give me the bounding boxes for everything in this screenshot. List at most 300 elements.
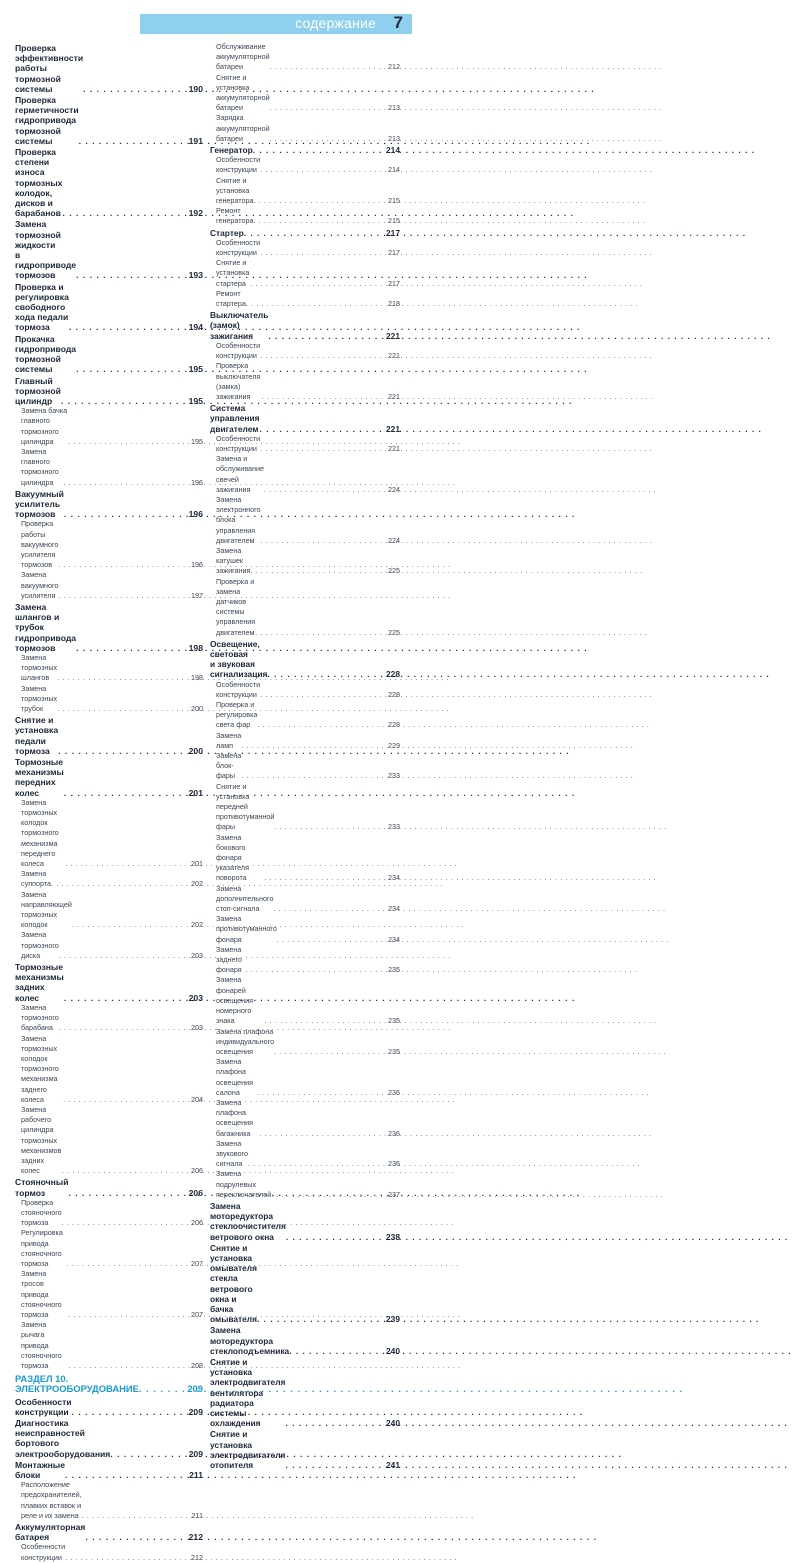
dot-leader (265, 1016, 388, 1026)
toc-subentry[interactable] (210, 73, 400, 114)
toc-page-number: 207 (191, 1258, 203, 1268)
toc-page-number: 233 (388, 822, 400, 832)
toc-page-number: 229 (388, 740, 400, 750)
toc-subentry[interactable] (210, 42, 400, 73)
toc-page-number: 240 (386, 1418, 400, 1429)
dot-leader (51, 879, 191, 889)
toc-subentry[interactable] (15, 1542, 203, 1562)
toc-subentry[interactable] (210, 1027, 400, 1058)
toc-subentry[interactable] (210, 884, 400, 915)
toc-subentry[interactable] (210, 206, 400, 226)
dot-leader (289, 1346, 386, 1356)
toc-entry[interactable] (15, 602, 203, 653)
toc-entry-title: Система управления двигателем (210, 403, 262, 434)
toc-entry-title: Ремонт генератора (216, 206, 254, 226)
toc-entry-title: Особенности конструкции (21, 1542, 68, 1562)
toc-page-number: 241 (386, 1460, 400, 1471)
toc-subentry[interactable] (15, 1228, 203, 1269)
toc-entry-title: Аккумуляторная батарея (15, 1522, 88, 1543)
toc-page-number: 221 (386, 330, 400, 341)
dot-leader (257, 1088, 388, 1098)
toc-page-number: 200 (191, 704, 203, 713)
dot-leader (241, 741, 388, 751)
toc-entry-title: Замена бокового фонаря указателя поворота (216, 832, 252, 883)
toc-entry-title: Замена тормозных колодок тормозного механизма заднего колеса (21, 1033, 59, 1104)
toc-page-number: 228 (388, 720, 400, 730)
toc-subentry[interactable] (15, 1198, 203, 1229)
toc-entry[interactable] (210, 1357, 400, 1428)
toc-subentry[interactable] (210, 546, 400, 577)
toc-page-number: 237 (388, 1189, 400, 1199)
toc-entry-title: Проверка и замена датчиков системы управления двигателем (216, 576, 256, 637)
toc-entry-title: Замена тормозного диска (21, 930, 61, 960)
dot-leader (68, 1188, 188, 1198)
toc-page-number: 202 (191, 920, 203, 930)
toc-page-number: 239 (386, 1314, 400, 1325)
toc-entry[interactable] (210, 1243, 400, 1325)
toc-subentry[interactable] (210, 1169, 400, 1200)
dot-leader (76, 364, 189, 374)
toc-page-number: 224 (388, 535, 400, 545)
dot-leader (64, 509, 189, 519)
toc-entry-title: Замена моторедуктора стеклоподъемника (210, 1325, 290, 1356)
toc-entry-title: Замена плафона освещения салона (216, 1057, 256, 1097)
toc-subentry[interactable] (210, 577, 400, 638)
toc-entry-title: Замена рычага привода стояночного тормоза (21, 1320, 64, 1370)
toc-entry-title: Особенности конструкции (15, 1396, 74, 1417)
toc-entry[interactable] (15, 715, 203, 756)
toc-subentry[interactable] (15, 869, 203, 889)
toc-subentry[interactable] (210, 341, 400, 361)
toc-entry-title: Выключатель (замок) зажигания (210, 310, 271, 341)
toc-entry-title: Главный тормозной цилиндр (15, 375, 64, 406)
toc-entry-title: Замена фонарей освещения номерного знака (216, 975, 256, 1026)
toc-entry-title: Снятие и установка передней противотуманной фары (216, 781, 275, 832)
dot-leader (260, 165, 388, 175)
dot-leader (58, 591, 191, 601)
toc-page-number: 213 (388, 103, 400, 113)
toc-subentry[interactable] (210, 945, 400, 976)
toc-entry-title: Замена рабочего цилиндра тормозных механизмов задних колес (21, 1104, 62, 1176)
toc-entry[interactable] (15, 147, 203, 218)
toc-page-number: 194 (188, 322, 203, 333)
dot-leader (57, 673, 191, 683)
toc-subentry[interactable] (210, 258, 400, 289)
toc-entry-title: Замена противотуманного фонаря (216, 914, 279, 944)
toc-page-number: 195 (188, 395, 203, 406)
toc-page-number: 212 (188, 1532, 203, 1543)
toc-subentry[interactable] (15, 1034, 203, 1105)
toc-subentry[interactable] (210, 782, 400, 833)
toc-entry-title: Замена вакуумного усилителя (21, 570, 61, 600)
toc-page-number: 196 (191, 560, 203, 570)
toc-entry[interactable] (210, 145, 400, 155)
toc-page-number: 235 (388, 1016, 400, 1026)
toc-page-number: 191 (188, 135, 203, 146)
toc-entry[interactable] (15, 1397, 203, 1417)
toc-entry[interactable] (15, 1460, 203, 1480)
toc-entry-title: Снятие и установка аккумуляторной батареи (216, 72, 272, 113)
dot-leader (250, 566, 388, 576)
toc-page-number: 240 (386, 1345, 400, 1356)
toc-left-column (15, 42, 203, 1563)
toc-entry-title: Проверка и регулировка свободного хода педали тормоза (15, 281, 69, 333)
toc-entry[interactable] (210, 1429, 400, 1470)
toc-subentry[interactable] (210, 454, 400, 495)
toc-entry[interactable] (210, 228, 400, 238)
toc-entry-title: Обслуживание аккумуляторной батареи (216, 42, 272, 72)
toc-page-number: 202 (191, 879, 203, 889)
dot-leader (274, 1047, 388, 1057)
toc-entry-title: Тормозные механизмы задних колес (15, 962, 67, 1003)
toc-subentry[interactable] (15, 1320, 203, 1371)
toc-entry[interactable] (15, 489, 203, 520)
toc-entry[interactable] (15, 43, 203, 94)
dot-leader (241, 771, 388, 781)
dot-leader (260, 444, 388, 454)
toc-page-number: 206 (188, 1187, 203, 1198)
dot-leader (270, 62, 388, 72)
dot-leader (267, 669, 386, 679)
toc-entry-title: Прокачка гидропривода тормозной системы (15, 333, 77, 375)
toc-entry-title: Замена направляющей тормозных колодок (21, 889, 74, 930)
toc-page-number: 238 (386, 1231, 400, 1242)
toc-subentry[interactable] (210, 731, 400, 751)
dot-leader (68, 437, 191, 447)
toc-page-number: 196 (188, 509, 203, 520)
toc-entry-title: Замена плафона индивидуального освещения (216, 1026, 277, 1056)
toc-entry-title: Замена заднего фонаря (216, 944, 244, 975)
dot-leader (65, 1553, 191, 1563)
dot-leader (83, 84, 189, 94)
toc-entry-title: Замена тормозных колодок тормозного механизма переднего колеса (21, 797, 59, 869)
toc-page-number: 213 (388, 133, 400, 143)
toc-entry-title: Генератор (210, 145, 253, 156)
toc-entry-title: Замена тормозных трубок (21, 683, 60, 713)
toc-subentry[interactable] (15, 1105, 203, 1176)
toc-entry[interactable] (210, 1201, 400, 1242)
dot-leader (79, 136, 189, 146)
toc-entry-title: Замена тросов привода стояночного тормоза (21, 1269, 64, 1319)
dot-leader (65, 859, 191, 869)
toc-page-number: 236 (388, 1128, 400, 1138)
toc-entry-title: Диагностика неисправностей бортового электрооборудования (15, 1418, 111, 1459)
toc-subentry[interactable] (15, 1480, 203, 1521)
toc-subentry[interactable] (210, 495, 400, 546)
dot-leader (270, 134, 388, 144)
toc-page-number: 206 (191, 1218, 203, 1228)
toc-page-number: 217 (386, 227, 400, 238)
dot-leader (262, 392, 388, 402)
dot-leader (58, 746, 189, 756)
dot-leader (62, 1166, 191, 1176)
toc-page-number: 200 (188, 745, 203, 756)
toc-entry[interactable] (210, 310, 400, 341)
toc-subentry[interactable] (210, 833, 400, 884)
dot-leader (259, 424, 386, 434)
toc-subentry[interactable] (15, 890, 203, 931)
toc-entry-title: Проверка работы вакуумного усилителя тормозов (21, 519, 59, 570)
dot-leader (65, 1470, 189, 1480)
dot-leader (72, 920, 191, 930)
toc-entry-title: Особенности конструкции (216, 679, 263, 699)
toc-page-number: 190 (188, 83, 203, 94)
dot-leader (257, 1314, 386, 1324)
toc-entry-title: Проверка эффективности работы тормозной системы (15, 43, 84, 94)
toc-entry[interactable] (210, 639, 400, 680)
toc-entry-title: Особенности конструкции (216, 155, 263, 175)
toc-page-number: 196 (191, 477, 203, 487)
toc-subentry[interactable] (210, 361, 400, 402)
dot-leader (246, 299, 388, 309)
toc-subentry[interactable] (210, 238, 400, 258)
toc-entry[interactable] (15, 757, 203, 798)
dot-leader (285, 1460, 386, 1470)
toc-page-number: 203 (191, 1023, 203, 1033)
dot-leader (82, 1511, 192, 1521)
toc-entry-title: Зарядка аккумуляторной батареи (216, 113, 272, 143)
toc-entry[interactable] (15, 376, 203, 407)
toc-entry-title: Замена тормозного барабана (21, 1002, 61, 1033)
toc-subentry[interactable] (15, 930, 203, 961)
toc-entry-title: Замена плафона освещения багажника (216, 1097, 256, 1138)
toc-page-number: 214 (388, 165, 400, 175)
toc-subentry[interactable] (210, 700, 400, 731)
toc-page-number: 215 (388, 216, 400, 226)
toc-entry-title: Замена тормозной жидкости в гидроприводе тормозов (15, 219, 77, 281)
toc-page-number: 217 (388, 278, 400, 288)
toc-subentry[interactable] (15, 519, 203, 570)
dot-leader (286, 1232, 386, 1242)
dot-leader (270, 103, 388, 113)
toc-page-number: 234 (388, 904, 400, 914)
toc-subentry[interactable] (210, 1098, 400, 1139)
dot-leader (139, 1384, 187, 1394)
toc-entry-title: Особенности конструкции (216, 433, 263, 453)
toc-entry-title: Замена суппорта (21, 869, 52, 889)
toc-entry-title: Стояночный тормоз (15, 1177, 71, 1198)
toc-subentry[interactable] (15, 570, 203, 601)
dot-leader (253, 196, 388, 206)
toc-subentry[interactable] (210, 1139, 400, 1170)
dot-leader (253, 216, 388, 226)
toc-page-number: 236 (388, 1159, 400, 1169)
toc-section-heading[interactable] (15, 1374, 203, 1394)
toc-page-number: 218 (388, 299, 400, 309)
toc-entry-title: Замена дополнительного стоп-сигнала (216, 883, 276, 914)
toc-page-number: 209 (187, 1383, 203, 1395)
toc-entry-title: Снятие и установка электродвигателя вентилятора радиатора системы охлаждения (210, 1357, 286, 1429)
dot-leader (69, 322, 189, 332)
toc-page-number: 201 (191, 859, 203, 869)
dot-leader (260, 690, 388, 700)
dot-leader (76, 270, 189, 280)
dot-leader (57, 704, 191, 714)
toc-entry-title: Проверка степени износа тормозных колодок, дисков и барабанов (15, 147, 63, 219)
toc-entry-title: Замена моторедуктора стеклоочистителя ветрового окна (210, 1200, 286, 1242)
toc-subentry[interactable] (15, 447, 203, 488)
toc-entry-title: Проверка стояночного тормоза (21, 1197, 64, 1228)
toc-entry-title: Проверка герметичности гидропривода тормозной системы (15, 95, 79, 146)
toc-subentry[interactable] (15, 406, 203, 447)
toc-page-number: 221 (388, 391, 400, 401)
toc-page-number: 221 (386, 423, 400, 434)
toc-entry-title: Замена ламп (216, 730, 244, 750)
toc-page-number: 233 (388, 771, 400, 781)
toc-entry-title: Замена подрулевых переключателей (216, 1169, 272, 1199)
dot-leader (64, 993, 189, 1003)
toc-entry-title: Снятие и установка генератора (216, 175, 254, 206)
dot-leader (273, 904, 388, 914)
toc-entry-title: Ремонт стартера (216, 288, 246, 309)
toc-entry-title: Замена катушек зажигания (216, 545, 251, 576)
toc-entry-title: Замена тормозных шлангов (21, 652, 60, 683)
toc-subentry[interactable] (15, 1269, 203, 1320)
page-number: 7 (393, 13, 403, 32)
toc-entry[interactable] (210, 403, 400, 434)
toc-page-number: 211 (189, 1470, 203, 1481)
toc-entry[interactable] (210, 1325, 400, 1356)
toc-subentry[interactable] (210, 155, 400, 175)
toc-page-number: 221 (388, 443, 400, 453)
toc-page-number: 228 (386, 669, 400, 680)
toc-page-number: 212 (191, 1552, 203, 1562)
toc-subentry[interactable] (210, 975, 400, 1026)
toc-page-number: 206 (191, 1166, 203, 1176)
toc-page-number: 198 (188, 642, 203, 653)
toc-entry-title: Проверка и регулировка света фар (216, 700, 260, 730)
toc-page-number: 192 (188, 208, 203, 219)
toc-entry-title: Тормозные механизмы передних колес (15, 757, 67, 798)
toc-page-number: 195 (188, 364, 203, 375)
toc-page-number: 224 (388, 484, 400, 494)
toc-entry-title: Замена бачка главного тормозного цилиндра (21, 406, 70, 446)
dot-leader (244, 228, 386, 238)
toc-page-number: 212 (388, 62, 400, 72)
toc-entry[interactable] (15, 282, 203, 333)
toc-entry[interactable] (15, 1177, 203, 1197)
toc-entry-title: Замена звукового сигнала (216, 1138, 250, 1169)
toc-subentry[interactable] (210, 176, 400, 207)
toc-page-number: 204 (191, 1094, 203, 1104)
dot-leader (72, 1407, 189, 1417)
toc-entry-title: РАЗДЕЛ 10. ЭЛЕКТРООБОРУДОВАНИЕ (15, 1373, 139, 1395)
dot-leader (261, 536, 388, 546)
toc-entry[interactable] (15, 95, 203, 146)
toc-page-number: 228 (388, 689, 400, 699)
dot-leader (255, 628, 388, 638)
toc-entry-title: Замена главного тормозного цилиндра (21, 446, 61, 487)
toc-entry-title: Регулировка привода стояночного тормоза (21, 1228, 65, 1268)
dot-leader (264, 873, 388, 883)
toc-entry-title: Проверка выключателя (замка) зажигания (216, 361, 263, 401)
toc-page-number: 217 (388, 248, 400, 258)
toc-page-number: 225 (388, 566, 400, 576)
toc-entry-title: Замена блок-фары (216, 751, 244, 781)
dot-leader (274, 822, 388, 832)
toc-page-number: 215 (388, 196, 400, 206)
dot-leader (59, 1023, 191, 1033)
toc-page-number: 207 (191, 1309, 203, 1319)
toc-entry-title: Замена электронного блока управления двигателем (216, 494, 261, 545)
toc-entry[interactable] (15, 1418, 203, 1459)
toc-page-number: 208 (191, 1361, 203, 1370)
toc-page-number: 209 (188, 1448, 203, 1459)
toc-page-number: 221 (388, 351, 400, 361)
toc-subentry[interactable] (210, 113, 400, 144)
toc-page-number: 203 (188, 992, 203, 1003)
toc-page-number: 225 (388, 627, 400, 637)
toc-entry-title: Снятие и установка стартера (216, 258, 252, 288)
dot-leader (277, 935, 388, 945)
dot-leader (260, 1129, 389, 1139)
toc-entry[interactable] (15, 1522, 203, 1542)
toc-subentry[interactable] (210, 680, 400, 700)
toc-entry[interactable] (15, 962, 203, 1003)
dot-leader (59, 951, 191, 961)
dot-leader (69, 1361, 191, 1371)
toc-subentry[interactable] (15, 653, 203, 684)
toc-entry-title: Замена шлангов и трубок гидропривода тормозов (15, 601, 77, 653)
toc-subentry[interactable] (15, 684, 203, 715)
toc-entry[interactable] (15, 219, 203, 280)
toc-page-number: 197 (191, 590, 203, 600)
dot-leader (63, 478, 191, 488)
dot-leader (67, 1259, 191, 1269)
toc-page-number: 195 (191, 436, 203, 446)
dot-leader (271, 1190, 388, 1200)
toc-entry-title: Снятие и установка омывателя стекла ветрового окна и бачка омывателя (210, 1242, 258, 1325)
dot-leader (264, 485, 388, 495)
toc-subentry[interactable] (210, 914, 400, 945)
toc-page-number: 214 (386, 145, 400, 156)
header-title: содержание (295, 15, 376, 31)
toc-subentry[interactable] (210, 434, 400, 454)
toc-entry-title: Стартер (210, 227, 244, 238)
toc-page-number: 211 (191, 1510, 203, 1520)
toc-page-number: 203 (191, 950, 203, 960)
page-header (0, 0, 412, 40)
toc-entry[interactable] (15, 334, 203, 375)
toc-page-number: 235 (388, 1046, 400, 1056)
dot-leader (62, 1218, 191, 1228)
dot-leader (248, 1159, 388, 1169)
toc-subentry[interactable] (15, 1003, 203, 1034)
toc-entry-title: Замена и обслуживание свечей зажигания (216, 454, 267, 494)
dot-leader (268, 331, 386, 341)
toc-page-number: 236 (388, 1087, 400, 1097)
toc-subentry[interactable] (210, 751, 400, 782)
dot-leader (257, 720, 388, 730)
dot-leader (260, 248, 388, 258)
toc-page-number: 234 (388, 934, 400, 944)
dot-leader (110, 1449, 188, 1459)
toc-page-number: 235 (388, 965, 400, 975)
toc-subentry[interactable] (15, 798, 203, 869)
toc-entry-title: Особенности конструкции (216, 237, 263, 258)
dot-leader (260, 351, 388, 361)
toc-subentry[interactable] (210, 1057, 400, 1098)
toc-entry-title: Снятие и установка электродвигателя отопителя (210, 1429, 286, 1471)
header-bar (140, 14, 412, 34)
dot-leader (64, 788, 189, 798)
toc-page-number: 201 (188, 787, 203, 798)
toc-subentry[interactable] (210, 289, 400, 309)
toc-page-number: 198 (191, 673, 203, 683)
dot-leader (62, 208, 188, 218)
dot-leader (253, 145, 386, 155)
toc-page-number: 234 (388, 873, 400, 883)
